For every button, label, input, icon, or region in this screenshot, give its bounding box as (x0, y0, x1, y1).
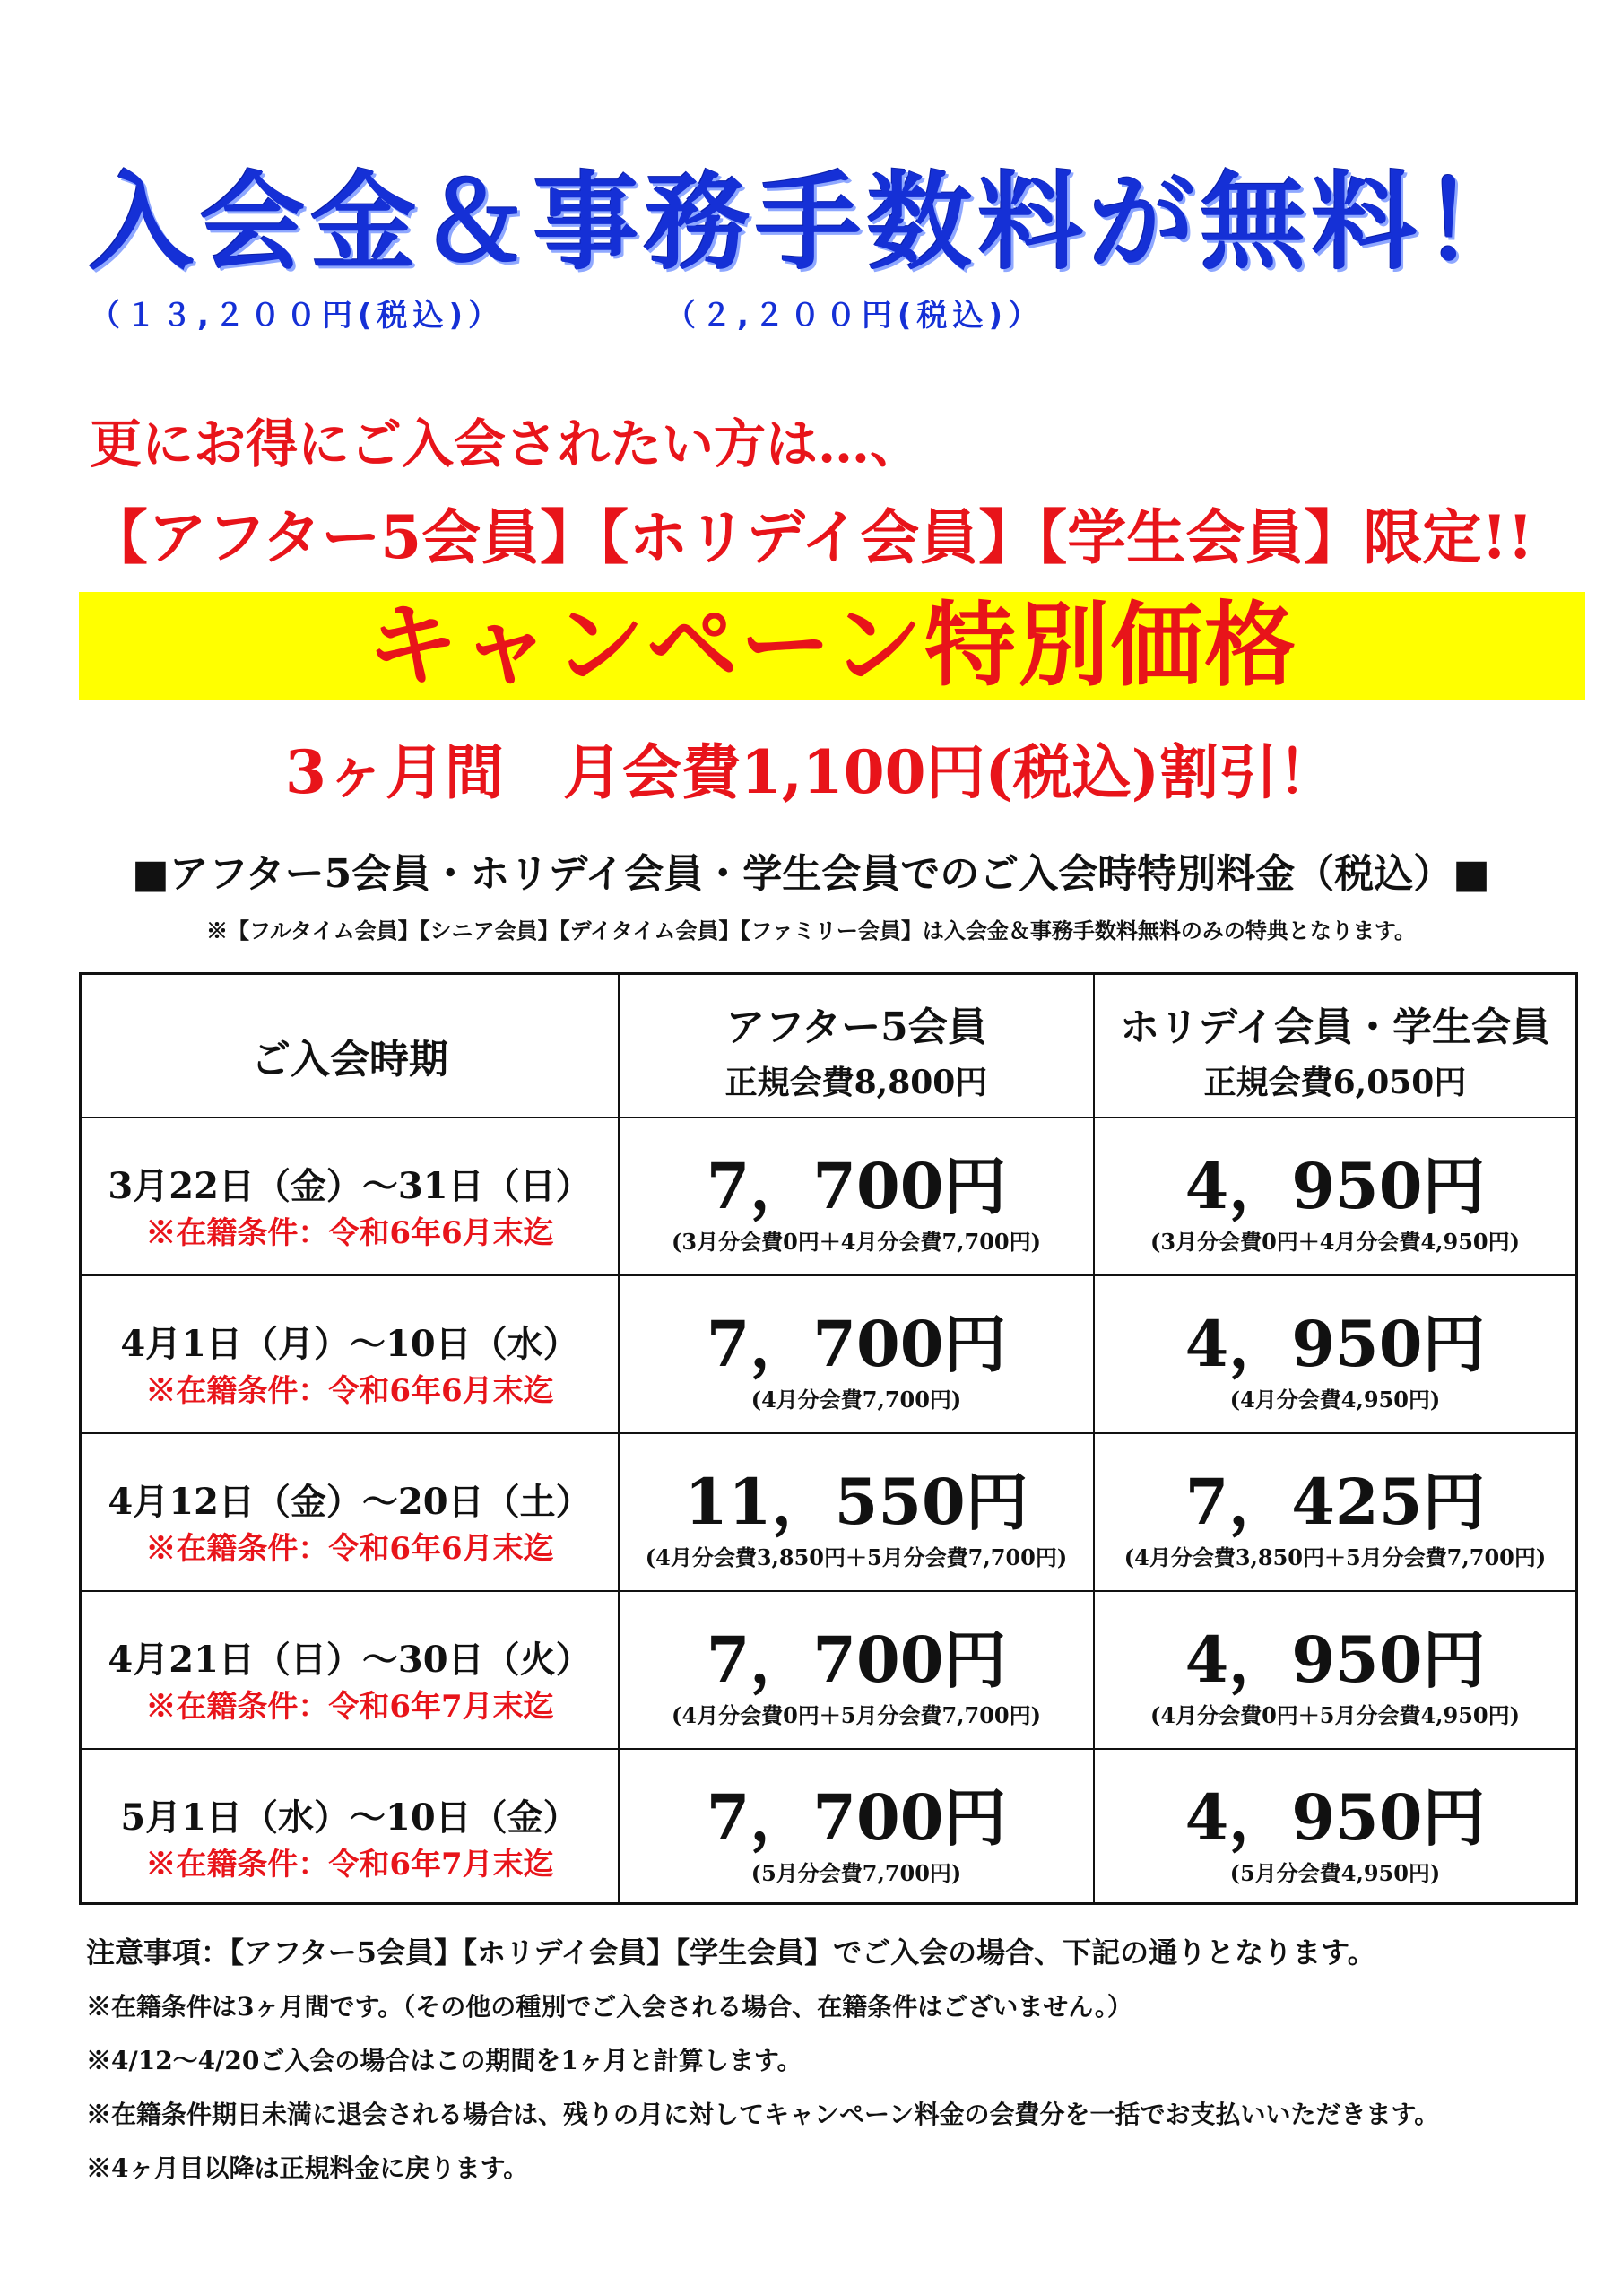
after5-price: 11，550円 (684, 1465, 1028, 1539)
table-row (82, 1750, 1575, 1902)
enrollment-condition: ※在籍条件：令和6年7月末迄 (145, 1689, 554, 1725)
note-item: ※4/12～4/20ご入会の場合はこの期間を1ヶ月と計算します。 (86, 2046, 802, 2075)
header-after5-plan: アフター5会員 (725, 1004, 987, 1050)
period-cell (82, 1750, 620, 1902)
campaign-banner (79, 592, 1585, 700)
holiday-price: 7，425円 (1184, 1465, 1486, 1539)
table-header-row (82, 975, 1575, 1118)
promo-lead: 更にお得にご入会されたい方は…、 (90, 413, 923, 474)
note-item: ※在籍条件は3ヶ月間です。（その他の種別でご入会される場合、在籍条件はございません。） (86, 1992, 1132, 2022)
header-period-cell (82, 975, 620, 1117)
period-cell (82, 1118, 620, 1274)
campaign-title: キャンペーン特別価格 (367, 592, 1297, 700)
period-text: 3月22日（金）～31日（日） (108, 1165, 592, 1207)
after5-price-cell (620, 1276, 1095, 1432)
after5-price-cell (620, 1434, 1095, 1590)
table-row (82, 1276, 1575, 1434)
table-row (82, 1118, 1575, 1276)
period-cell (82, 1434, 620, 1590)
holiday-breakdown: (5月分会費4,950円) (1229, 1860, 1441, 1886)
note-item: ※在籍条件期日未満に退会される場合は、残りの月に対してキャンペーン料金の会費分を一括でお支払いいただきます。 (86, 2100, 1440, 2129)
promo-limited-plans: 【アフター5会員】【ホリデイ会員】【学生会員】限定!! (88, 502, 1534, 572)
holiday-price: 4，950円 (1184, 1780, 1486, 1855)
holiday-price-cell (1095, 1750, 1575, 1902)
section-note: ※【フルタイム会員】【シニア会員】【デイタイム会員】【ファミリー会員】は入会金＆事務手数料無料のみの特典となります。 (205, 918, 1417, 944)
holiday-price-cell (1095, 1592, 1575, 1748)
period-text: 5月1日（水）～10日（金） (120, 1796, 579, 1839)
after5-breakdown: (5月分会費7,700円) (750, 1860, 962, 1886)
holiday-price-cell (1095, 1276, 1575, 1432)
price-table (79, 972, 1578, 1905)
holiday-price-cell (1095, 1434, 1575, 1590)
after5-price: 7，700円 (706, 1780, 1007, 1855)
period-text: 4月21日（日）～30日（火） (108, 1639, 592, 1681)
header-after5-cell (620, 975, 1095, 1117)
period-text: 4月1日（月）～10日（水） (120, 1323, 579, 1365)
after5-price-cell (620, 1118, 1095, 1274)
enrollment-condition: ※在籍条件：令和6年6月末迄 (145, 1373, 554, 1409)
admin-fee-note: （２,２００円(税込)） (665, 298, 1044, 334)
note-item: ※4ヶ月目以降は正規料金に戻ります。 (86, 2153, 529, 2183)
holiday-breakdown: (4月分会費3,850円＋5月分会費7,700円) (1123, 1544, 1547, 1570)
holiday-price: 4，950円 (1184, 1622, 1486, 1697)
enrollment-condition: ※在籍条件：令和6年6月末迄 (145, 1215, 554, 1251)
header-after5-fee: 正規会費8,800円 (724, 1064, 988, 1101)
after5-price: 7，700円 (706, 1149, 1007, 1223)
holiday-breakdown: (4月分会費0円＋5月分会費4,950円) (1150, 1702, 1520, 1728)
enrollment-condition: ※在籍条件：令和6年6月末迄 (145, 1531, 554, 1567)
discount-text: 3ヶ月間 月会費1,100円(税込)割引！ (284, 737, 1338, 807)
holiday-price: 4，950円 (1184, 1149, 1486, 1223)
after5-breakdown: (4月分会費0円＋5月分会費7,700円) (672, 1702, 1041, 1728)
after5-price-cell (620, 1592, 1095, 1748)
entry-fee-note: （１３,２００円(税込)） (90, 298, 504, 334)
period-cell (82, 1592, 620, 1748)
holiday-breakdown: (3月分会費0円＋4月分会費4,950円) (1150, 1229, 1520, 1255)
period-text: 4月12日（金）～20日（土） (108, 1481, 592, 1523)
after5-breakdown: (3月分会費0円＋4月分会費7,700円) (672, 1229, 1041, 1255)
after5-price: 7，700円 (706, 1307, 1007, 1381)
after5-breakdown: (4月分会費3,850円＋5月分会費7,700円) (645, 1544, 1068, 1570)
section-title: ■アフター5会員・ホリデイ会員・学生会員でのご入会時特別料金（税込）■ (132, 851, 1490, 897)
holiday-price-cell (1095, 1118, 1575, 1274)
after5-price: 7，700円 (706, 1622, 1007, 1697)
header-holiday-fee: 正規会費6,050円 (1203, 1064, 1467, 1101)
after5-price-cell (620, 1750, 1095, 1902)
period-cell (82, 1276, 620, 1432)
header-period-label: ご入会時期 (251, 1037, 448, 1083)
holiday-breakdown: (4月分会費4,950円) (1229, 1387, 1441, 1413)
holiday-price: 4，950円 (1184, 1307, 1486, 1381)
after5-breakdown: (4月分会費7,700円) (750, 1387, 962, 1413)
table-row (82, 1434, 1575, 1592)
header-holiday-plan: ホリデイ会員・学生会員 (1119, 1004, 1551, 1050)
notes-heading: 注意事項：【アフター5会員】【ホリデイ会員】【学生会員】でご入会の場合、下記の通りとなります。 (86, 1935, 1376, 1970)
enrollment-condition: ※在籍条件：令和6年7月末迄 (145, 1847, 554, 1883)
table-row (82, 1592, 1575, 1750)
header-holiday-cell (1095, 975, 1575, 1117)
headline: 入会金＆事務手数料が無料！ (88, 161, 1534, 284)
